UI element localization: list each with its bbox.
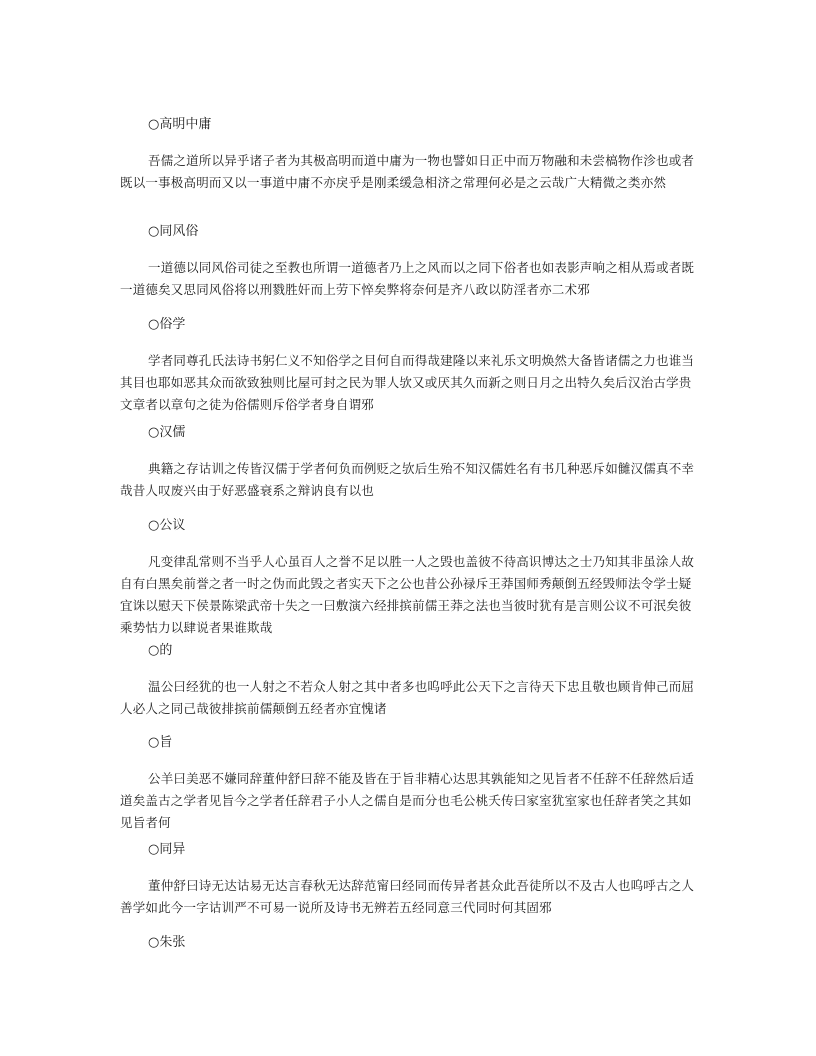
section-heading: ○汉儒 [148,425,186,440]
section-heading: ○的 [148,643,173,658]
section-paragraph: 温公曰经犹的也一人射之不若众人射之其中者多也呜呼此公天下之言待天下忠且敬也顾肯伸己而屈人必人之同己哉彼排摈前儒颠倒五经者亦宜愧诸 [120,679,695,716]
section-paragraph: 吾儒之道所以异乎诸子者为其极高明而道中庸为一物也譬如日正中而万物融和未尝槁物作沴也或者既以一事极高明而又以一事道中庸不亦戾乎是刚柔缓急相济之常理何必是之云哉广大精微之类亦然 [120,153,695,190]
section-heading: ○公议 [148,518,186,533]
section-heading: ○朱张 [148,935,186,950]
section-paragraph: 凡变律乱常则不当乎人心虽百人之誉不足以胜一人之毁也盖彼不待高识博达之士乃知其非虽涂人故自有白黑矣前誉之者一时之伪而此毁之者实天下之公也昔公孙禄斥王莽国师秀颠倒五经毁师法令学士疑宜诛以慰天下侯景陈梁武帝十失之一曰敷演六经排摈前儒王莽之法也当彼时犹有是言则公议不可泯矣彼乘势怙力以肆说者果谁欺哉 [120,554,695,635]
section-paragraph: 公羊曰美恶不嫌同辞董仲舒曰辞不能及皆在于旨非精心达思其孰能知之见旨者不任辞不任辞然后适道矣盖古之学者见旨今之学者任辞君子小人之儒自是而分也毛公桃夭传曰家室犹室家也任辞者笑之其如见旨者何 [120,771,695,830]
section-heading: ○旨 [148,735,173,750]
section-heading: ○高明中庸 [148,117,212,132]
section-heading: ○俗学 [148,317,186,332]
section-paragraph: 学者同尊孔氏法诗书躬仁义不知俗学之目何自而得哉建隆以来礼乐文明焕然大备皆诸儒之力也谁当其目也耶如恶其众而欲致独则比屋可封之民为罪人欤又或厌其久而新之则日月之出特久矣后汉治古学贵文章者以章句之徒为俗儒则斥俗学者身自谓邪 [120,353,695,412]
section-paragraph: 董仲舒曰诗无达诂易无达言春秋无达辞范甯曰经同而传异者甚众此吾徒所以不及古人也呜呼古之人善学如此今一字诂训严不可易一说所及诗书无辨若五经同意三代同时何其固邪 [120,878,695,915]
section-paragraph: 典籍之存诂训之传皆汉儒于学者何负而例贬之欤后生殆不知汉儒姓名有书几种恶斥如雠汉儒真不幸哉昔人叹废兴由于好恶盛衰系之辩讷良有以也 [120,461,695,498]
section-heading: ○同异 [148,842,186,857]
section-paragraph: 一道德以同风俗司徒之至教也所谓一道德者乃上之风而以之同下俗者也如表影声响之相从焉或者既一道德矣又思同风俗将以刑戮胜奸而上劳下悴矣弊将奈何是齐八政以防淫者亦二术邪 [120,260,695,297]
section-heading: ○同风俗 [148,224,199,239]
